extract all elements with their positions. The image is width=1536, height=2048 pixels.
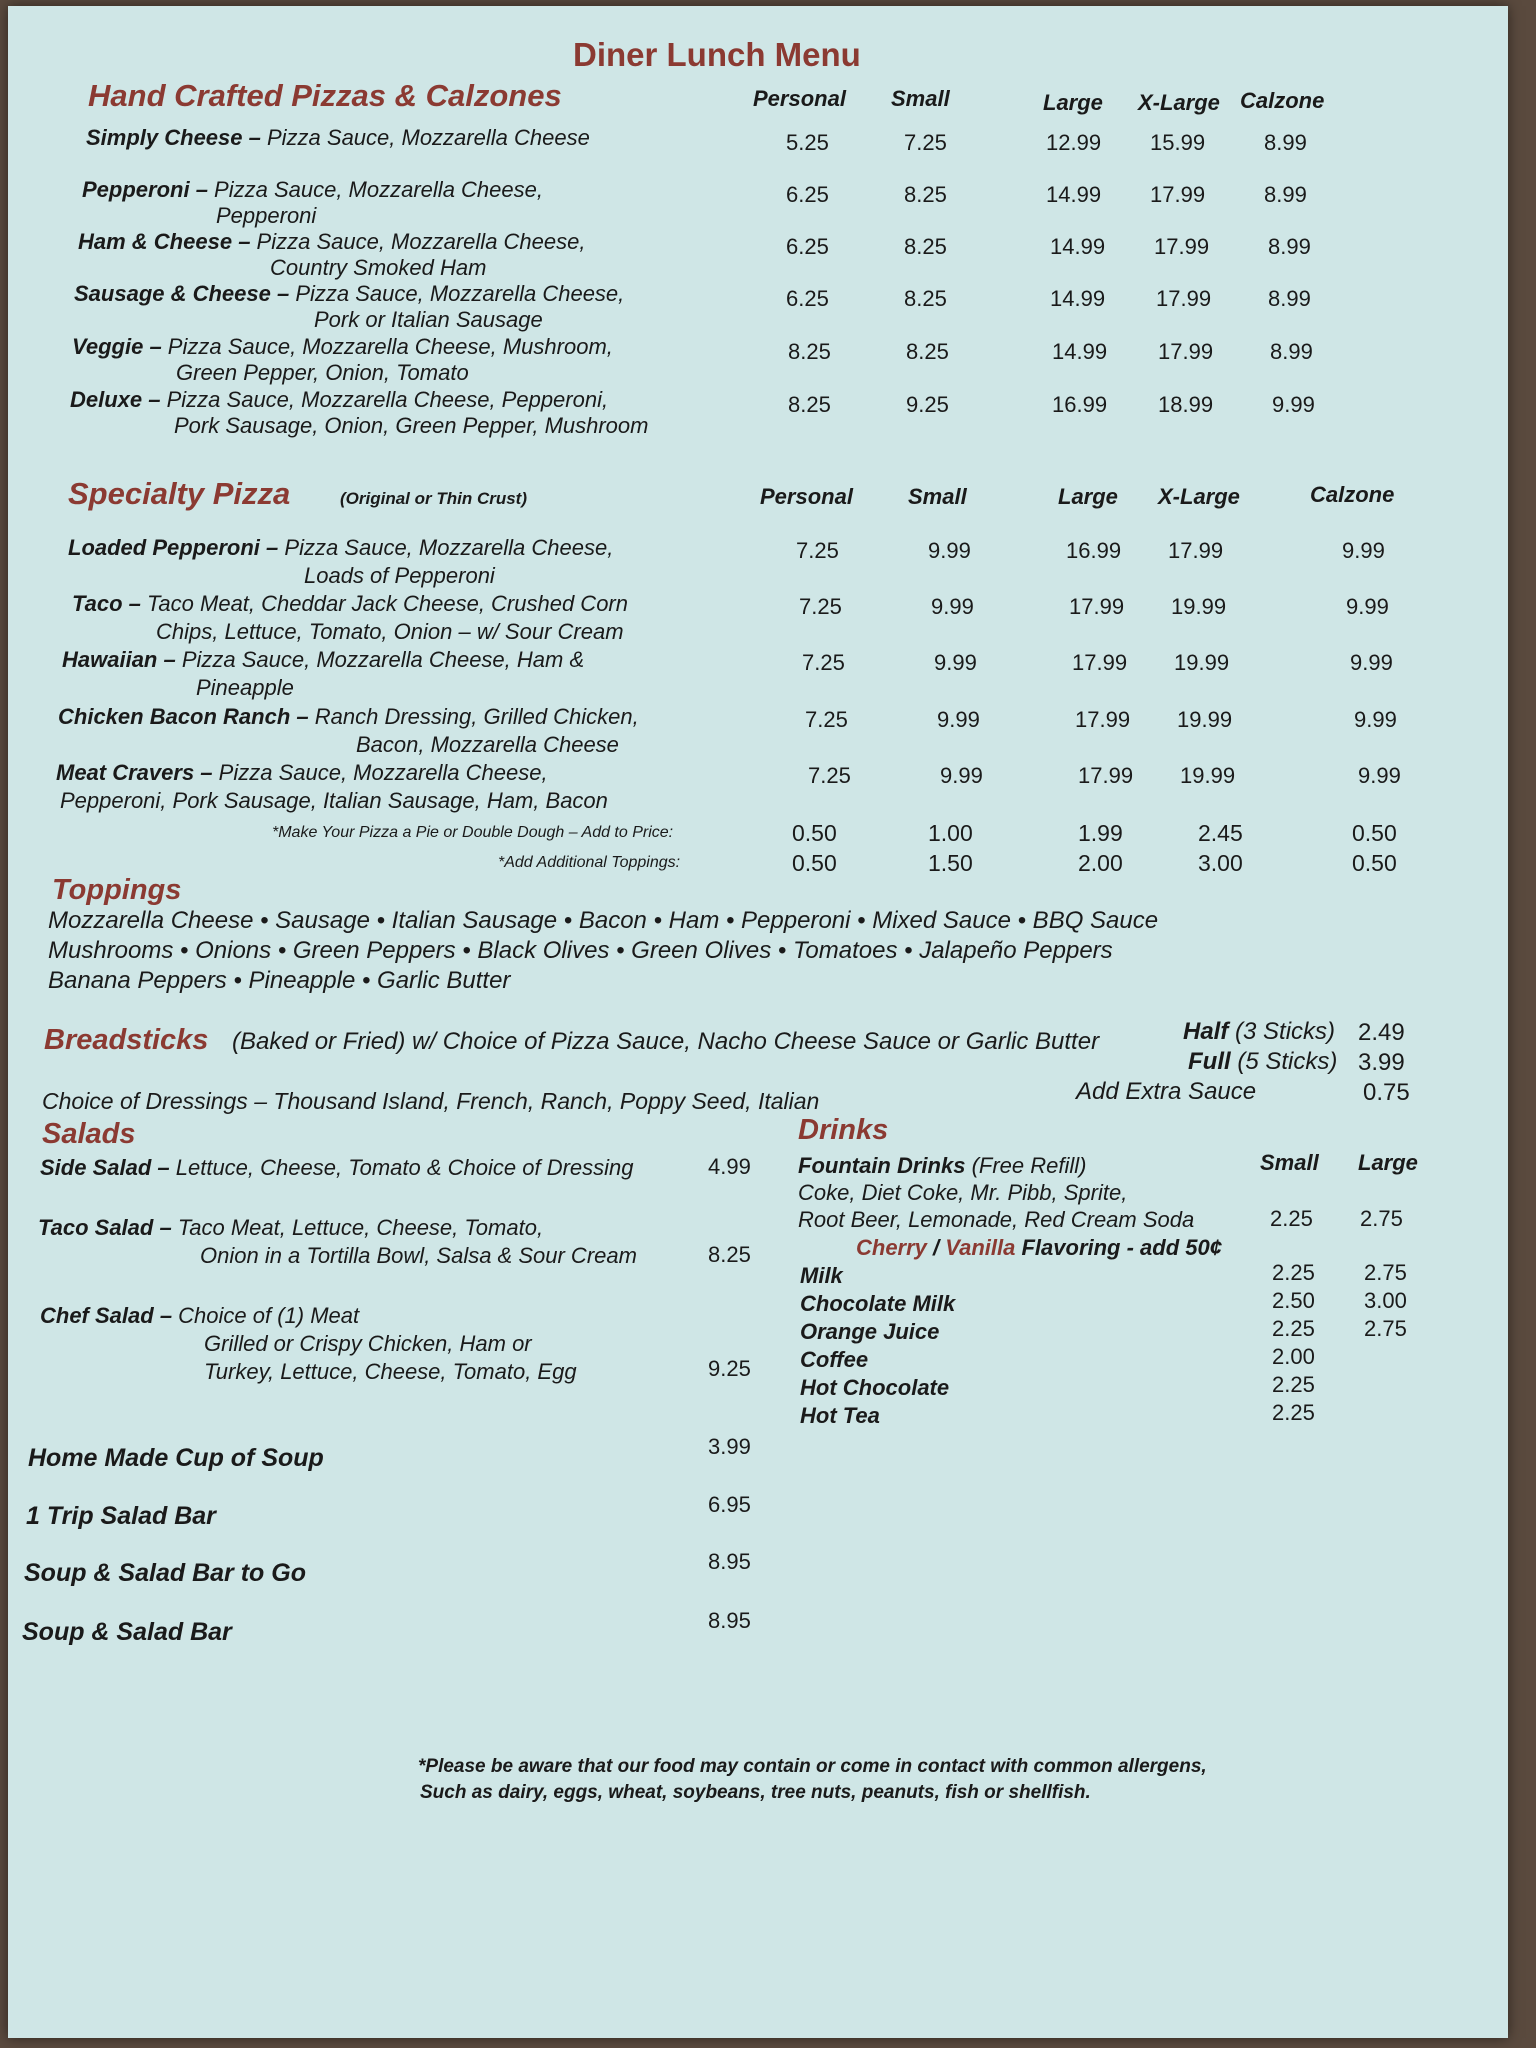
drink-small-price: 2.50 <box>1272 1288 1315 1313</box>
specialty-price: 9.99 <box>934 650 977 675</box>
addon-price: 0.50 <box>792 850 837 876</box>
specialty-price: 17.99 <box>1078 763 1134 788</box>
pizza-price: 17.99 <box>1150 182 1206 207</box>
side-salad-name: Side Salad <box>40 1155 152 1180</box>
fountain-label: Fountain Drinks <box>798 1153 966 1178</box>
taco-salad-desc-1: Taco Meat, Lettuce, Cheese, Tomato, <box>177 1215 544 1240</box>
breadsticks-half-price: 2.49 <box>1358 1019 1405 1046</box>
pizza-price: 8.99 <box>1264 130 1307 155</box>
extra-sauce-price: 0.75 <box>1363 1079 1410 1106</box>
drinks-col-small: Small <box>1260 1150 1319 1175</box>
drinks-heading: Drinks <box>798 1114 889 1146</box>
addon-price: 3.00 <box>1198 850 1243 876</box>
specialty-subheading: (Original or Thin Crust) <box>340 489 527 508</box>
drink-name: Hot Tea <box>800 1403 880 1428</box>
toppings-line-3: Banana Peppers • Pineapple • Garlic Butter <box>48 967 511 994</box>
fountain-drinks <box>798 1152 1086 1179</box>
specialty-price: 17.99 <box>1069 594 1125 619</box>
specialty-price: 7.25 <box>808 763 851 788</box>
specialty-col-large: Large <box>1058 484 1118 509</box>
drink-name: Orange Juice <box>800 1319 940 1344</box>
drink-small-price: 2.25 <box>1272 1260 1315 1285</box>
specialty-name: Chicken Bacon Ranch <box>58 704 291 729</box>
toppings-line-1: Mozzarella Cheese • Sausage • Italian Sausage • Bacon • Ham • Pepperoni • Mixed Sauce • BBQ Sauce <box>48 907 1159 934</box>
specialty-name: Meat Cravers <box>56 760 195 785</box>
drink-large-price: 3.00 <box>1364 1288 1407 1313</box>
specialty-price: 19.99 <box>1177 707 1233 732</box>
specialty-col-calzone: Calzone <box>1310 482 1395 507</box>
pizza-desc-2: Country Smoked Ham <box>270 255 487 280</box>
pizza-row: Ham & Cheese – Pizza Sauce, Mozzarella Cheese, <box>78 229 586 254</box>
pizza-price: 8.25 <box>904 182 947 207</box>
pizza-desc: Pizza Sauce, Mozzarella Cheese, Pepperoni, <box>166 387 609 412</box>
taco-salad-name: Taco Salad <box>38 1215 154 1240</box>
pizza-name: Veggie <box>72 334 144 359</box>
taco-salad-price: 8.25 <box>708 1242 751 1267</box>
breadsticks-heading: Breadsticks <box>44 1024 209 1056</box>
addon-price: 2.45 <box>1198 820 1243 846</box>
specialty-desc: Ranch Dressing, Grilled Chicken, <box>314 704 639 729</box>
specialty-price: 17.99 <box>1072 650 1128 675</box>
misc-item-price: 8.95 <box>708 1608 751 1633</box>
pizza-price: 8.99 <box>1270 339 1313 364</box>
pizza-price: 8.25 <box>788 339 831 364</box>
pizzas-col-personal: Personal <box>753 86 846 111</box>
pizza-price: 14.99 <box>1052 339 1108 364</box>
pizza-price: 17.99 <box>1154 234 1210 259</box>
pizza-price: 12.99 <box>1046 130 1102 155</box>
breadsticks-half-detail: (3 Sticks) <box>1235 1018 1336 1045</box>
pizza-row: Simply Cheese – Pizza Sauce, Mozzarella Cheese <box>86 125 590 150</box>
specialty-price: 9.99 <box>1342 538 1385 563</box>
addon-label: *Make Your Pizza a Pie or Double Dough – Add to Price: <box>272 824 674 841</box>
pizza-desc: Pizza Sauce, Mozzarella Cheese, Mushroom, <box>167 334 613 359</box>
specialty-desc-2: Bacon, Mozzarella Cheese <box>356 732 619 757</box>
specialty-row: Meat Cravers – Pizza Sauce, Mozzarella Cheese, <box>56 760 548 785</box>
misc-item-price: 8.95 <box>708 1549 751 1574</box>
addon-price: 2.00 <box>1078 850 1123 876</box>
specialty-desc-2: Pepperoni, Pork Sausage, Italian Sausage, Ham, Bacon <box>60 788 608 813</box>
pizza-desc-2: Pepperoni <box>216 203 317 228</box>
specialty-desc: Pizza Sauce, Mozzarella Cheese, Ham & <box>181 647 585 672</box>
pizza-desc-2: Pork Sausage, Onion, Green Pepper, Mushroom <box>174 413 649 438</box>
specialty-price: 7.25 <box>805 707 848 732</box>
toppings-line-2: Mushrooms • Onions • Green Peppers • Black Olives • Green Olives • Tomatoes • Jalapeño Peppers <box>48 937 1113 964</box>
pizza-price: 9.25 <box>906 392 949 417</box>
drinks-col-large: Large <box>1358 1150 1418 1175</box>
pizza-price: 6.25 <box>786 286 829 311</box>
specialty-price: 16.99 <box>1066 538 1122 563</box>
chef-salad-desc-3: Turkey, Lettuce, Cheese, Tomato, Egg <box>204 1359 577 1384</box>
flavor-rest: Flavoring - add 50¢ <box>1015 1235 1222 1260</box>
drink-name: Chocolate Milk <box>800 1291 956 1316</box>
specialty-name: Taco <box>72 591 123 616</box>
flavor-vanilla: Vanilla <box>945 1235 1016 1260</box>
breadsticks-half <box>1183 1018 1335 1046</box>
pizza-row: Sausage & Cheese – Pizza Sauce, Mozzarella Cheese, <box>74 281 625 306</box>
toppings-heading: Toppings <box>52 874 182 906</box>
menu-page <box>8 6 1508 2038</box>
chef-salad-price: 9.25 <box>708 1356 751 1381</box>
specialty-row: Hawaiian – Pizza Sauce, Mozzarella Cheese, Ham & <box>62 647 585 672</box>
drink-large-price: 2.75 <box>1364 1260 1407 1285</box>
pizza-price: 14.99 <box>1050 286 1106 311</box>
drink-name: Coffee <box>800 1347 869 1372</box>
pizzas-col-xlarge: X-Large <box>1138 90 1220 115</box>
pizzas-col-large: Large <box>1043 90 1103 115</box>
specialty-price: 9.99 <box>928 538 971 563</box>
specialty-price: 17.99 <box>1168 538 1224 563</box>
pizza-price: 8.25 <box>904 234 947 259</box>
pizza-name: Pepperoni <box>82 177 190 202</box>
specialty-price: 9.99 <box>940 763 983 788</box>
pizza-price: 8.99 <box>1264 182 1307 207</box>
pizza-desc: Pizza Sauce, Mozzarella Cheese, <box>295 281 625 306</box>
specialty-col-small: Small <box>908 484 967 509</box>
pizza-price: 17.99 <box>1156 286 1212 311</box>
flavor-sep: / <box>926 1235 946 1260</box>
pizza-name: Sausage & Cheese <box>74 281 271 306</box>
pizza-desc: Pizza Sauce, Mozzarella Cheese <box>266 125 590 150</box>
flavoring-line <box>856 1234 1222 1261</box>
chef-salad: Chef Salad – Choice of (1) Meat <box>40 1303 360 1328</box>
specialty-col-personal: Personal <box>760 484 853 509</box>
breadsticks-full-label: Full <box>1188 1048 1231 1075</box>
specialty-row: Chicken Bacon Ranch – Ranch Dressing, Grilled Chicken, <box>58 704 639 729</box>
drink-name: Milk <box>800 1263 843 1288</box>
pizza-price: 17.99 <box>1158 339 1214 364</box>
chef-salad-desc-2: Grilled or Crispy Chicken, Ham or <box>204 1331 532 1356</box>
pizza-price: 8.25 <box>788 392 831 417</box>
pizza-desc: Pizza Sauce, Mozzarella Cheese, <box>256 229 586 254</box>
side-salad: Side Salad – Lettuce, Cheese, Tomato & Choice of Dressing <box>40 1155 634 1180</box>
drink-small-price: 2.00 <box>1272 1344 1315 1369</box>
specialty-desc: Pizza Sauce, Mozzarella Cheese, <box>218 760 548 785</box>
addon-price: 0.50 <box>1352 850 1397 876</box>
pizzas-heading: Hand Crafted Pizzas & Calzones <box>88 78 562 113</box>
chef-salad-name: Chef Salad <box>40 1303 154 1328</box>
misc-item-name: Soup & Salad Bar <box>22 1618 232 1646</box>
specialty-price: 17.99 <box>1075 707 1131 732</box>
addon-price: 1.99 <box>1078 820 1123 846</box>
fountain-large-price: 2.75 <box>1360 1206 1403 1231</box>
chef-salad-desc-1: Choice of (1) Meat <box>178 1303 360 1328</box>
dressings-line <box>42 1088 819 1115</box>
drink-small-price: 2.25 <box>1272 1400 1315 1425</box>
flavor-cherry: Cherry <box>856 1235 927 1260</box>
specialty-name: Loaded Pepperoni <box>68 535 260 560</box>
salads-heading: Salads <box>42 1118 136 1150</box>
specialty-price: 9.99 <box>1354 707 1397 732</box>
side-salad-desc: Lettuce, Cheese, Tomato & Choice of Dressing <box>175 1155 634 1180</box>
specialty-name: Hawaiian <box>62 647 158 672</box>
pizza-price: 6.25 <box>786 182 829 207</box>
specialty-desc: Pizza Sauce, Mozzarella Cheese, <box>284 535 614 560</box>
fountain-line-2: Root Beer, Lemonade, Red Cream Soda <box>798 1207 1195 1232</box>
specialty-heading: Specialty Pizza <box>68 476 291 511</box>
specialty-price: 7.25 <box>796 538 839 563</box>
specialty-desc: Taco Meat, Cheddar Jack Cheese, Crushed Corn <box>147 591 628 616</box>
breadsticks-full-detail: (5 Sticks) <box>1237 1048 1338 1075</box>
pizza-desc: Pizza Sauce, Mozzarella Cheese, <box>214 177 543 202</box>
pizza-price: 5.25 <box>786 130 829 155</box>
breadsticks-half-label: Half <box>1183 1018 1229 1045</box>
fountain-small-price: 2.25 <box>1270 1206 1313 1231</box>
pizza-price: 14.99 <box>1050 234 1106 259</box>
specialty-price: 19.99 <box>1171 594 1227 619</box>
specialty-price: 9.99 <box>937 707 980 732</box>
taco-salad-desc-2: Onion in a Tortilla Bowl, Salsa & Sour Cream <box>200 1243 637 1268</box>
pizza-price: 9.99 <box>1272 392 1315 417</box>
pizzas-col-small: Small <box>891 86 950 111</box>
addon-price: 0.50 <box>1352 820 1397 846</box>
addon-price: 1.50 <box>928 850 973 876</box>
dressings-list: Thousand Island, French, Ranch, Poppy Seed, Italian <box>273 1088 820 1114</box>
pizza-price: 8.25 <box>906 339 949 364</box>
pizza-row: Pepperoni – Pizza Sauce, Mozzarella Cheese, <box>82 177 543 202</box>
fountain-line-1: Coke, Diet Coke, Mr. Pibb, Sprite, <box>798 1180 1128 1205</box>
allergen-line-2: Such as dairy, eggs, wheat, soybeans, tree nuts, peanuts, fish or shellfish. <box>420 1782 1091 1803</box>
specialty-price: 7.25 <box>799 594 842 619</box>
allergen-line-1: *Please be aware that our food may contain or come in contact with common allergens, <box>418 1756 1207 1777</box>
pizza-name: Deluxe <box>70 387 143 412</box>
specialty-price: 19.99 <box>1180 763 1236 788</box>
pizza-desc-2: Pork or Italian Sausage <box>314 307 543 332</box>
specialty-price: 9.99 <box>931 594 974 619</box>
pizza-name: Simply Cheese <box>86 125 243 150</box>
specialty-price: 19.99 <box>1174 650 1230 675</box>
taco-salad: Taco Salad – Taco Meat, Lettuce, Cheese, Tomato, <box>38 1215 544 1240</box>
specialty-price: 9.99 <box>1350 650 1393 675</box>
pizza-price: 15.99 <box>1150 130 1206 155</box>
drink-large-price: 2.75 <box>1364 1316 1407 1341</box>
specialty-row: Loaded Pepperoni – Pizza Sauce, Mozzarella Cheese, <box>68 535 614 560</box>
breadsticks-full-price: 3.99 <box>1358 1049 1405 1076</box>
misc-item-price: 3.99 <box>708 1434 751 1459</box>
pizza-desc-2: Green Pepper, Onion, Tomato <box>176 360 469 385</box>
misc-item-price: 6.95 <box>708 1492 751 1517</box>
misc-item-name: Soup & Salad Bar to Go <box>24 1559 306 1587</box>
dressings-label: Choice of Dressings – <box>42 1088 267 1114</box>
pizza-name: Ham & Cheese <box>78 229 233 254</box>
pizzas-col-calzone: Calzone <box>1240 88 1325 113</box>
menu-title: Diner Lunch Menu <box>573 36 861 73</box>
breadsticks-desc: (Baked or Fried) w/ Choice of Pizza Sauce, Nacho Cheese Sauce or Garlic Butter <box>232 1028 1100 1055</box>
pizza-price: 8.99 <box>1268 234 1311 259</box>
pizza-price: 18.99 <box>1158 392 1214 417</box>
specialty-col-xlarge: X-Large <box>1158 484 1240 509</box>
addon-price: 0.50 <box>792 820 837 846</box>
pizza-price: 16.99 <box>1052 392 1108 417</box>
drink-small-price: 2.25 <box>1272 1316 1315 1341</box>
side-salad-price: 4.99 <box>708 1154 751 1179</box>
pizza-price: 8.25 <box>904 286 947 311</box>
breadsticks-full <box>1188 1048 1337 1076</box>
addon-label: *Add Additional Toppings: <box>498 854 681 871</box>
drink-small-price: 2.25 <box>1272 1372 1315 1397</box>
pizza-price: 6.25 <box>786 234 829 259</box>
addon-price: 1.00 <box>928 820 973 846</box>
pizza-price: 14.99 <box>1046 182 1102 207</box>
fountain-note: (Free Refill) <box>971 1153 1087 1178</box>
specialty-desc-2: Chips, Lettuce, Tomato, Onion – w/ Sour Cream <box>156 619 624 644</box>
specialty-desc-2: Pineapple <box>196 675 294 700</box>
drink-name: Hot Chocolate <box>800 1375 950 1400</box>
pizza-price: 7.25 <box>904 130 947 155</box>
specialty-row: Taco – Taco Meat, Cheddar Jack Cheese, Crushed Corn <box>72 591 628 616</box>
misc-item-name: 1 Trip Salad Bar <box>26 1502 216 1530</box>
pizza-row: Veggie – Pizza Sauce, Mozzarella Cheese, Mushroom, <box>72 334 613 359</box>
specialty-desc-2: Loads of Pepperoni <box>304 563 495 588</box>
misc-item-name: Home Made Cup of Soup <box>28 1444 324 1472</box>
specialty-price: 9.99 <box>1358 763 1401 788</box>
pizza-row: Deluxe – Pizza Sauce, Mozzarella Cheese, Pepperoni, <box>70 387 609 412</box>
pizza-price: 8.99 <box>1268 286 1311 311</box>
specialty-price: 9.99 <box>1346 594 1389 619</box>
extra-sauce-label: Add Extra Sauce <box>1076 1078 1257 1105</box>
specialty-price: 7.25 <box>802 650 845 675</box>
